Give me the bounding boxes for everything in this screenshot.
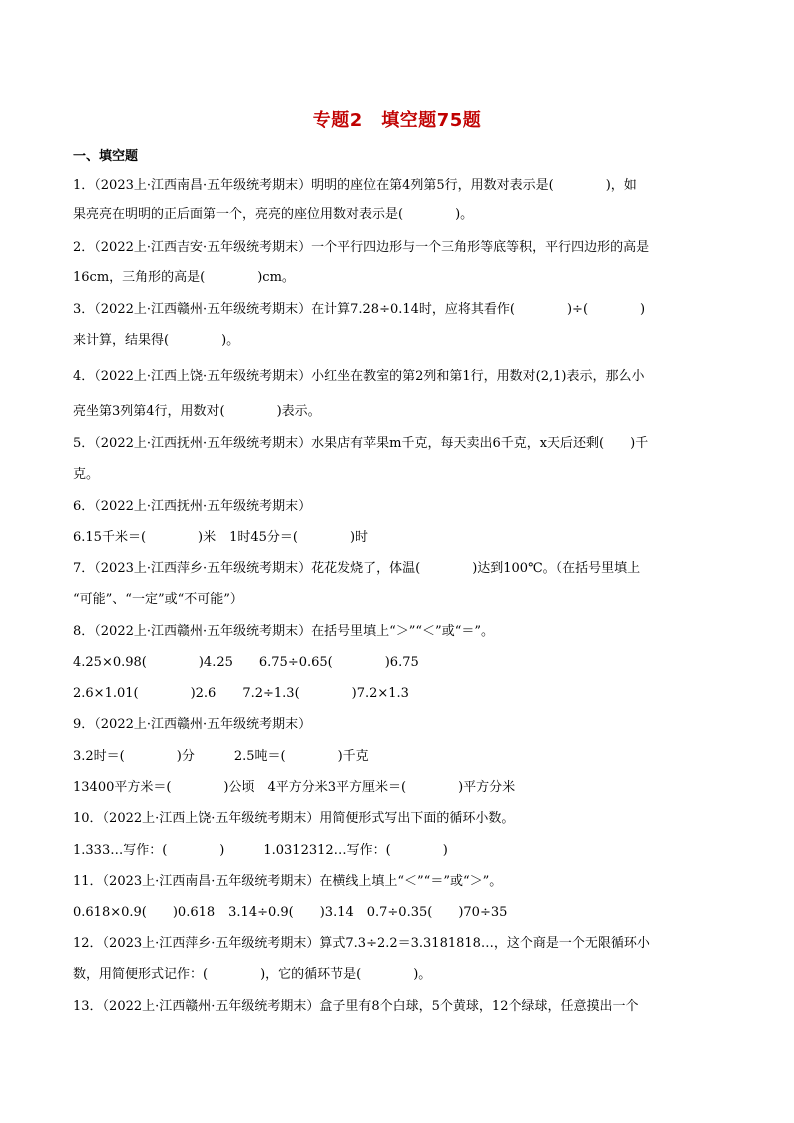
question-line: 5．（2022上·江西抚州·五年级统考期末）水果店有苹果m千克，每天卖出6千克，x天后还剩( )千 [73, 436, 649, 451]
question-line: 果亮亮在明明的正后面第一个，亮亮的座位用数对表示是( )。 [73, 207, 474, 222]
question-line: 2.6×1.01( )2.6 7.2÷1.3( )7.2×1.3 [73, 686, 409, 701]
question-line: 13400平方米＝( )公顷 4平方分米3平方厘米＝( )平方分米 [73, 780, 516, 795]
question-line: 10．（2022上·江西上饶·五年级统考期末）用简便形式写出下面的循环小数。 [73, 811, 515, 826]
question-line: 克。 [73, 467, 100, 482]
question-line: 0.618×0.9( )0.618 3.14÷0.9( )3.14 0.7÷0.35( )70÷35 [73, 905, 508, 920]
question-line: 来计算，结果得( )。 [73, 333, 240, 348]
question-line: 13．（2022上·江西赣州·五年级统考期末）盒子里有8个白球，5个黄球，12个绿球，任意摸出一个 [73, 999, 639, 1014]
question-line: 6．（2022上·江西抚州·五年级统考期末） [73, 499, 312, 514]
question-line: 4.25×0.98( )4.25 6.75÷0.65( )6.75 [73, 655, 419, 670]
question-line: 数，用简便形式记作：( )，它的循环节是( )。 [73, 967, 432, 982]
question-line: 6.15千米＝( )米 1时45分＝( )时 [73, 530, 369, 545]
question-line: 8．（2022上·江西赣州·五年级统考期末）在括号里填上“＞”“＜”或“＝”。 [73, 624, 494, 639]
section-heading: 一、填空题 [73, 149, 139, 164]
question-line: 9．（2022上·江西赣州·五年级统考期末） [73, 717, 312, 732]
question-line: “可能”、“一定”或“不可能”） [73, 592, 243, 607]
question-line: 1.333…写作：( ) 1.0312312…写作：( ) [73, 843, 448, 858]
question-line: 16cm，三角形的高是( )cm。 [73, 270, 295, 285]
page-title: 专题2 填空题75题 [312, 110, 482, 131]
question-line: 11．（2023上·江西南昌·五年级统考期末）在横线上填上“＜”“＝”或“＞”。 [73, 874, 503, 889]
question-line: 4．（2022上·江西上饶·五年级统考期末）小红坐在教室的第2列和第1行，用数对(2,1)表示，那么小 [73, 369, 645, 384]
question-line: 12．（2023上·江西萍乡·五年级统考期末）算式7.3÷2.2＝3.3181818…，这个商是一个无限循环小 [73, 936, 650, 951]
question-line: 3.2时＝( )分 2.5吨＝( )千克 [73, 749, 369, 764]
question-line: 1．（2023上·江西南昌·五年级统考期末）明明的座位在第4列第5行，用数对表示是( )，如 [73, 178, 637, 193]
question-line: 亮坐第3列第4行，用数对( )表示。 [73, 404, 321, 419]
question-line: 7．（2023上·江西萍乡·五年级统考期末）花花发烧了，体温( )达到100℃。（在括号里填上 [73, 561, 641, 576]
question-line: 3．（2022上·江西赣州·五年级统考期末）在计算7.28÷0.14时，应将其看作( )÷( ) [73, 302, 646, 317]
question-line: 2．（2022上·江西吉安·五年级统考期末）一个平行四边形与一个三角形等底等积，平行四边形的高是 [73, 240, 650, 255]
